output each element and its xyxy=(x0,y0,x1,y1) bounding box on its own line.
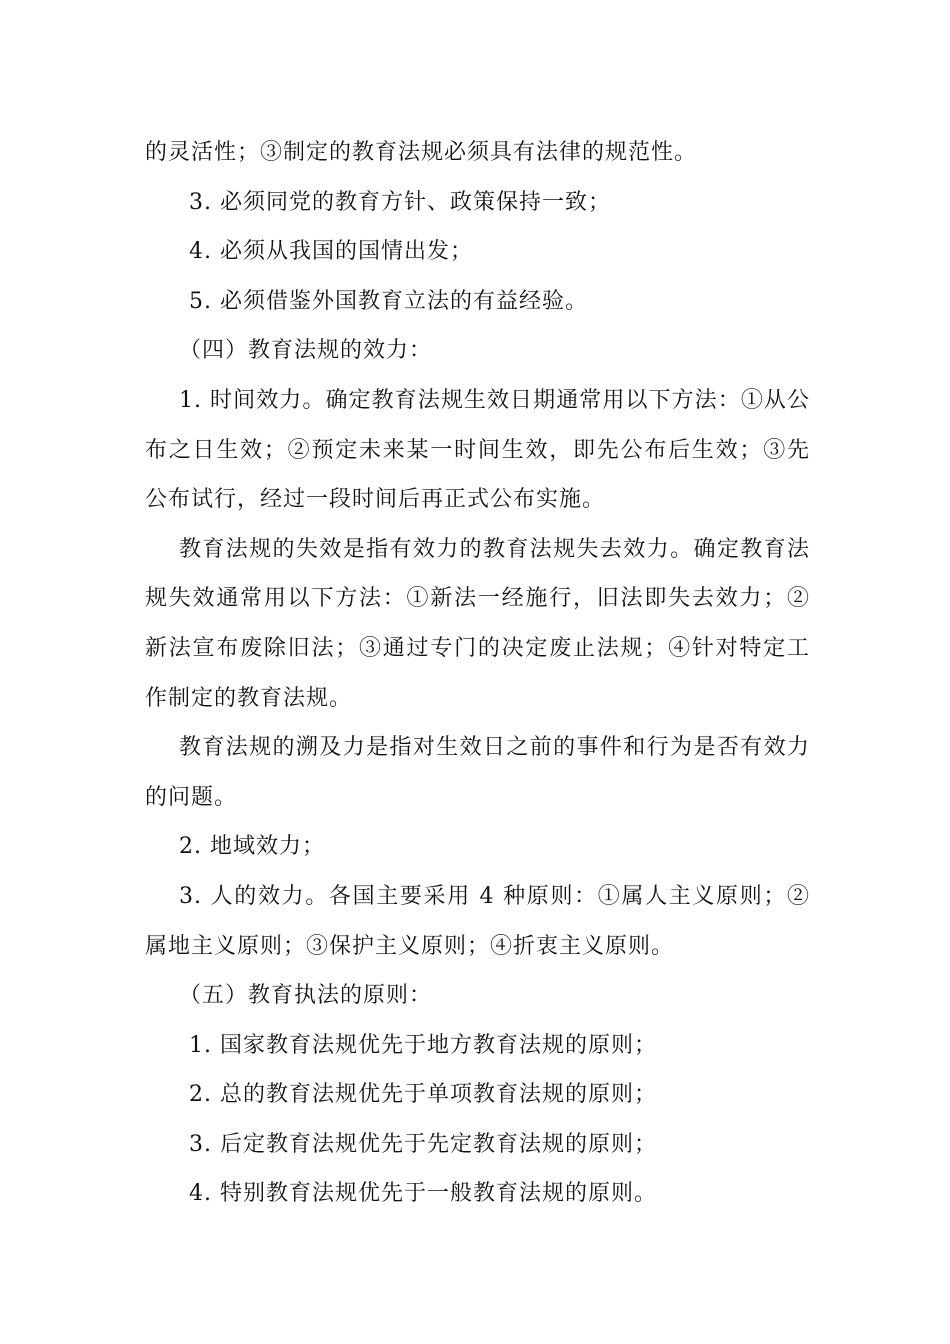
section-heading-enforcement: （五）教育执法的原则： xyxy=(179,983,433,1009)
list-item-4-special-priority: 4. 特别教育法规优先于一般教育法规的原则。 xyxy=(189,1181,657,1207)
list-item-1-national-priority: 1. 国家教育法规优先于地方教育法规的原则； xyxy=(189,1032,657,1058)
paragraph-territorial-effect: 2. 地域效力； xyxy=(179,834,325,860)
list-item-3-party-policy: 3. 必须同党的教育方针、政策保持一致； xyxy=(189,189,611,215)
paragraph-time-effect: 1. 时间效力。确定教育法规生效日期通常用以下方法：①从公布之日生效；②预定未来某一时间生效，即先公布后生效；③先公布试行，经过一段时间后再正式公布实施。 xyxy=(145,387,810,513)
list-item-3-later-priority: 3. 后定教育法规优先于先定教育法规的原则； xyxy=(189,1131,657,1157)
list-item-5-foreign-experience: 5. 必须借鉴外国教育立法的有益经验。 xyxy=(189,288,588,314)
paragraph-retroactivity: 教育法规的溯及力是指对生效日之前的事件和行为是否有效力的问题。 xyxy=(145,735,810,810)
paragraph-continuation: 的灵活性；③制定的教育法规必须具有法律的规范性。 xyxy=(145,140,698,165)
list-item-4-national-conditions: 4. 必须从我国的国情出发； xyxy=(189,239,473,265)
document-body xyxy=(145,128,810,1219)
section-heading-effect: （四）教育法规的效力： xyxy=(179,338,433,364)
list-item-2-general-priority: 2. 总的教育法规优先于单项教育法规的原则； xyxy=(189,1082,657,1108)
paragraph-invalidation: 教育法规的失效是指有效力的教育法规失去效力。确定教育法规失效通常用以下方法：①新法一经施行，旧法即失去效力；②新法宣布废除旧法；③通过专门的决定废止法规；④针对特定工作制定的教育法规。 xyxy=(145,536,810,711)
paragraph-personal-effect: 3. 人的效力。各国主要采用 4 种原则：①属人主义原则；②属地主义原则；③保护主义原则；④折衷主义原则。 xyxy=(145,883,810,959)
